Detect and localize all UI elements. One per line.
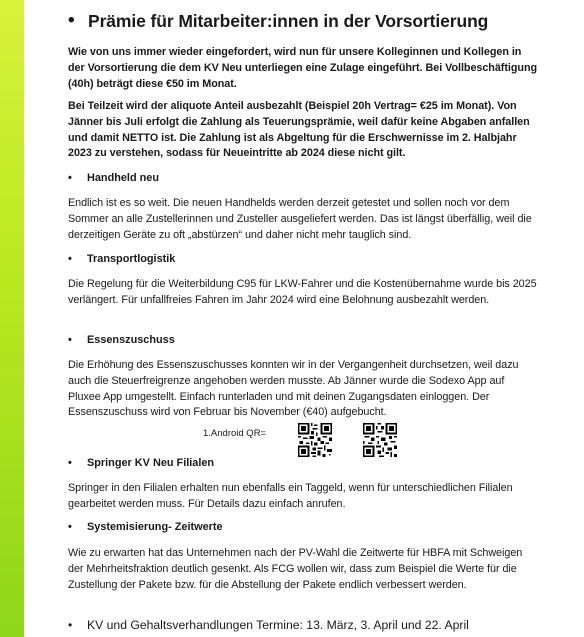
- section-text-essenszuschuss: Die Erhöhung des Essenszuschusses konnten wir in der Vergangenheit durchsetzen, weil dazu auch die Steuerfreigrenze angehoben werden musste. Ab Jänner wurde die Sodexo App auf Pluxee App umgestellt. Einfach runterladen und mit deinen Zugangsdaten einloggen. Der Essenszuschuss wird von Februar bis November (€40) aufgebucht.: [68, 359, 519, 419]
- bullet-icon: •: [68, 172, 72, 184]
- section-heading-springer: • Springer KV Neu Filialen: [68, 457, 215, 469]
- bullet-icon: •: [68, 457, 72, 469]
- kv-termine-item: • KV und Gehaltsverhandlungen Termine: 13. März, 3. April und 22. April: [68, 618, 469, 632]
- section-heading-transportlogistik: • Transportlogistik: [68, 253, 176, 265]
- intro-paragraph-2: Bei Teilzeit wird der aliquote Anteil ausbezahlt (Beispiel 20h Vertrag= €25 im Monat). Von Jänner bis Juli erfolgt die Zahlung als Teuerungsprämie, weil dafür keine Abgaben anfallen und damit NETTO ist. Die Zahlung ist als Abgeltung für die Erschwernisse im 2. Halbjahr 2023 zu verstehen, sodass für Neueintritte ab 2024 diese nicht gilt.: [68, 100, 530, 160]
- intro-paragraph-1: Wie von uns immer wieder eingefordert, wird nun für unsere Kolleginnen und Kollegen in der Vorsortierung die dem KV Neu unterliegen eine Zulage eingeführt. Bei Vollbeschäftigung (40h) beträgt diese €50 im Monat.: [68, 46, 538, 90]
- section-heading-handheld: • Handheld neu: [68, 172, 160, 184]
- title-text: Prämie für Mitarbeiter:innen in der Vorsortierung: [88, 11, 489, 31]
- qr-label: 1.Android QR=: [203, 428, 267, 439]
- section-heading-essenszuschuss: • Essenszuschuss: [68, 334, 175, 346]
- accent-bar: [0, 0, 24, 637]
- section-text-transportlogistik: Die Regelung für die Weiterbildung C95 für LKW-Fahrer und die Kostenübernahme wurde bis 2025 verlängert. Für unfallfreies Fahren im Jahr 2024 wird eine Belohnung ausbezahlt werden.: [68, 278, 537, 306]
- page-title: [68, 10, 489, 32]
- section-text-systemisierung: Wie zu erwarten hat das Unternehmen nach der PV-Wahl die Zeitwerte für HBFA mit Schweigen der Mehrheitsfraktion deutlich gesenkt. Als FCG wollen wir, dass zum Beispiel die Werte für die Zustellung der Pakete bzw. für die Abstellung der Pakete endlich verbessert werden.: [68, 547, 523, 591]
- qr-code-android[interactable]: [298, 423, 332, 457]
- bullet-icon: •: [68, 10, 75, 31]
- bullet-icon: •: [68, 334, 72, 346]
- qr-code-ios[interactable]: [363, 423, 397, 457]
- bullet-icon: •: [68, 253, 72, 265]
- bullet-icon: •: [68, 618, 73, 632]
- section-heading-systemisierung: • Systemisierung- Zeitwerte: [68, 521, 223, 533]
- section-text-handheld: Endlich ist es so weit. Die neuen Handhelds werden derzeit getestet und sollen noch vor dem Sommer an alle Zustellerinnen und Zusteller ausgeliefert werden. Das ist längst überfällig, weil die derzeitigen Geräte zu oft „abstürzen“ und daher nicht mehr tauglich sind.: [68, 197, 532, 241]
- section-text-springer: Springer in den Filialen erhalten nun ebenfalls ein Taggeld, wenn für unterschiedlichen Filialen gearbeitet werden muss. Für Details dazu einfach anrufen.: [68, 482, 513, 510]
- bullet-icon: •: [68, 521, 72, 533]
